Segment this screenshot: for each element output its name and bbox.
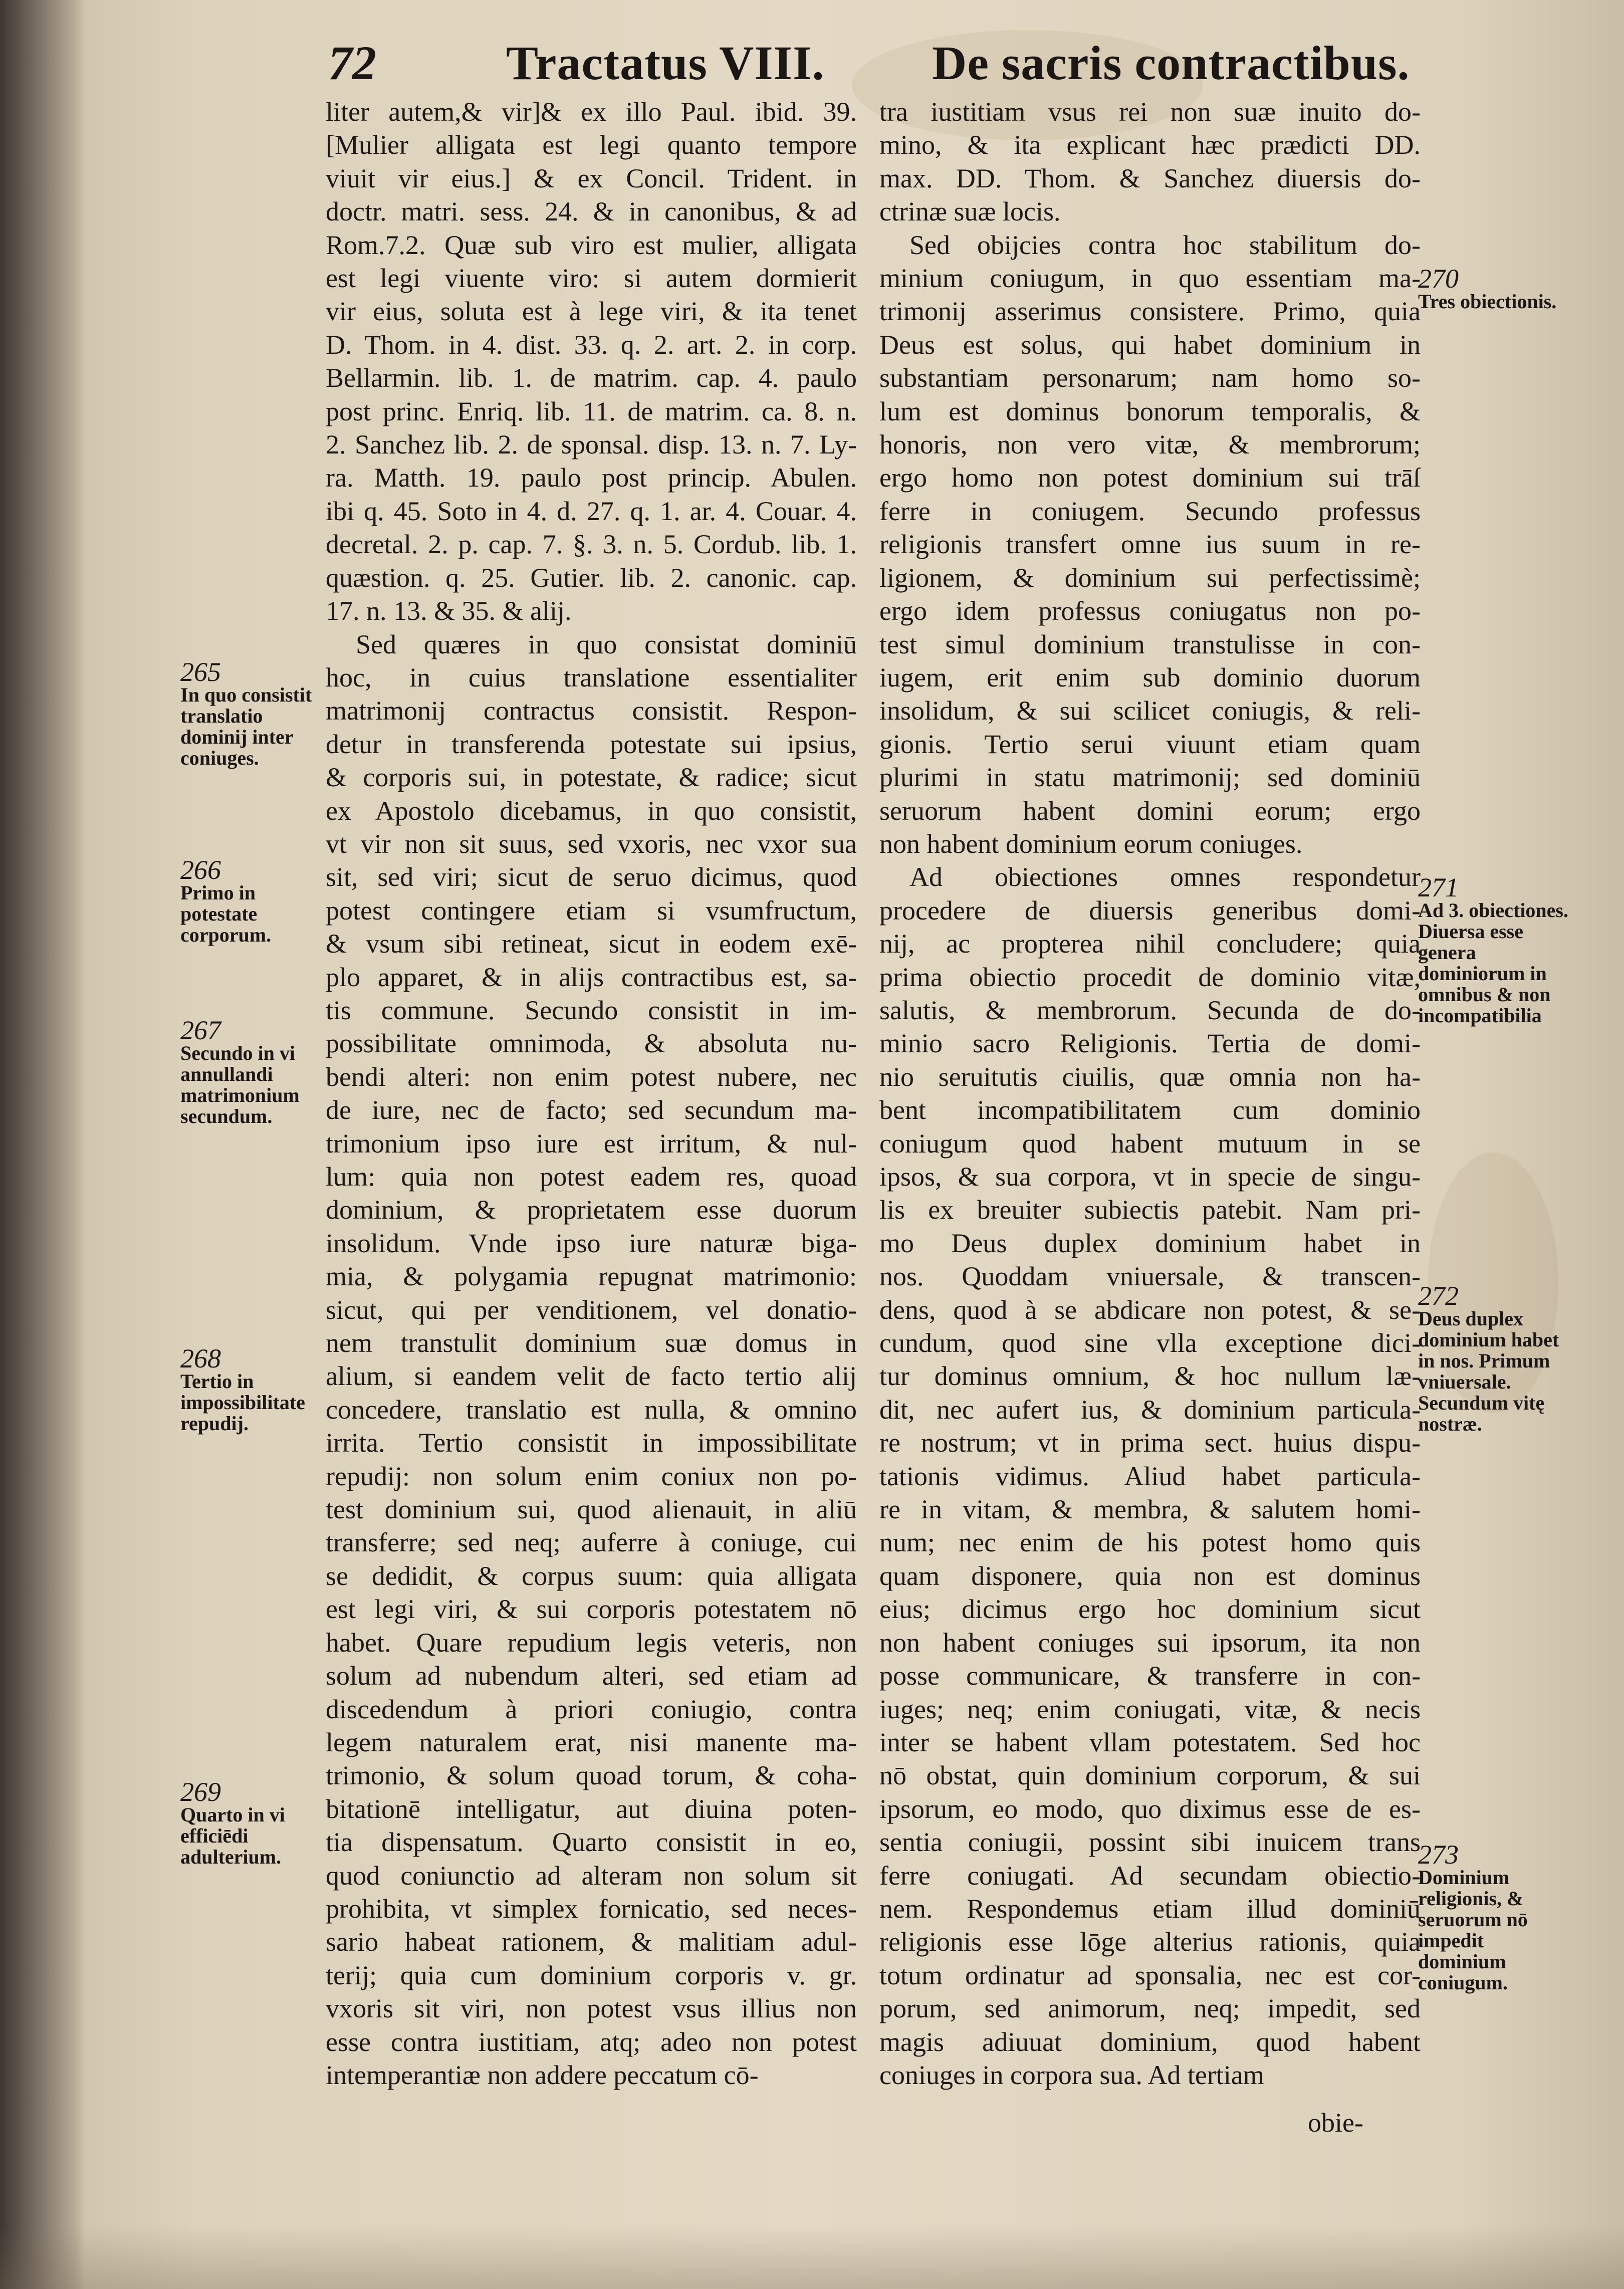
text-line: test dominium sui, quod alienauit, in aliū (326, 1494, 857, 1525)
text-line: ipsos, & sua corpora, vt in specie de singu- (879, 1162, 1421, 1192)
page-number: 72 (328, 36, 376, 90)
text-line: dens, quod à se abdicare non potest, & se- (879, 1294, 1421, 1325)
text-line: dominium, & proprietatem esse duorum (326, 1195, 857, 1225)
text-line: matrimonij contractus consistit. Respon- (326, 696, 857, 726)
text-line: ctrinæ suæ locis. (879, 196, 1061, 227)
margin-note-text: Quarto in vi efficiēdi adulterium. (180, 1803, 285, 1868)
margin-note-number: 268 (180, 1343, 221, 1374)
text-line: magis adiuuat dominium, quod habent (879, 2026, 1421, 2057)
text-line: trimonium ipso iure est irritum, & nul- (326, 1128, 857, 1159)
margin-note-text: Dominium religionis, & seruorum nō impedit dominium coniugum. (1418, 1866, 1528, 1994)
text-line: ipsorum, eo modo, quo diximus esse de es- (879, 1793, 1421, 1824)
text-line: seruorum habent domini eorum; ergo (879, 795, 1421, 826)
text-line: posse communicare, & transferre in con- (879, 1661, 1421, 1691)
text-line: salutis, & membrorum. Secunda de do- (879, 995, 1421, 1025)
margin-note-269 (180, 1777, 316, 1868)
text-line: Sed obijcies contra hoc stabilitum do- (909, 230, 1421, 260)
text-line: lum: quia non potest eadem res, quoad (326, 1162, 857, 1192)
text-line: vt vir non sit suus, sed vxoris, nec vxor sua (326, 828, 857, 859)
text-line: religionis esse lōge alterius rationis, quia (879, 1927, 1421, 1957)
text-line: nō obstat, quin dominium corporum, & sui (879, 1760, 1421, 1791)
margin-note-text: Primo in potestate corporum. (180, 881, 272, 946)
text-line: nos. Quoddam vniuersale, & transcen- (879, 1261, 1421, 1292)
margin-note-272 (1418, 1281, 1568, 1435)
text-line: quod coniunctio ad alteram non solum sit (326, 1860, 857, 1891)
text-line: ergo idem professus coniugatus non po- (879, 596, 1421, 626)
text-line: iugem, erit enim sub dominio duorum (879, 662, 1421, 693)
text-line: ra. Matth. 19. paulo post princip. Abulen. (326, 463, 857, 493)
margin-note-text: Secundo in vi annullandi matrimonium secundum. (180, 1042, 300, 1127)
margin-note-text: Tres obiectionis. (1418, 290, 1557, 313)
text-line: minium coniugum, in quo essentiam ma- (879, 263, 1421, 294)
margin-note-number: 267 (180, 1015, 221, 1045)
text-line: religionis transfert omne ius suum in re- (879, 529, 1421, 560)
margin-note-268 (180, 1343, 316, 1435)
text-line: test simul dominium transtulisse in con- (879, 629, 1421, 659)
margin-note-number: 269 (180, 1777, 221, 1807)
text-line: liter autem,& vir]& ex illo Paul. ibid. 39. (326, 97, 857, 127)
text-line: 2. Sanchez lib. 2. de sponsal. disp. 13. n. 7. Ly- (326, 429, 857, 460)
margin-note-267 (180, 1015, 316, 1127)
text-line: nem transtulit dominium suæ domus in (326, 1328, 857, 1358)
text-line: & vsum sibi retineat, sicut in eodem exē- (326, 929, 857, 959)
text-line: Sed quæres in quo consistat dominiū (356, 629, 857, 659)
text-line: num; nec enim de his potest homo quis (879, 1527, 1421, 1558)
text-line: potest contingere etiam si vsumfructum, (326, 895, 857, 926)
text-line: tur dominus omnium, & hoc nullum læ- (879, 1361, 1421, 1392)
text-line: porum, sed animorum, neq; impedit, sed (879, 1993, 1421, 2024)
text-line: habet. Quare repudium legis veteris, non (326, 1627, 857, 1658)
text-line: re nostrum; vt in prima sect. huius dispu- (879, 1428, 1421, 1458)
text-line: tis commune. Secundo consistit in im- (326, 995, 857, 1025)
margin-note-text: Deus duplex dominium habet in nos. Primum vniuersale. Secundum vitę nostræ. (1418, 1307, 1559, 1435)
text-line: non habent dominium eorum coniuges. (879, 828, 1303, 859)
text-line: minio sacro Religionis. Tertia de domi- (879, 1028, 1421, 1059)
right-text-column (879, 95, 1421, 2092)
text-line: tia dispensatum. Quarto consistit in eo, (326, 1827, 857, 1858)
text-line: transferre; sed neq; auferre à coniuge, cui (326, 1527, 857, 1558)
text-line: prima obiectio procedit de dominio vitæ, (879, 962, 1421, 992)
text-line: plurimi in statu matrimonij; sed dominiū (879, 762, 1421, 793)
text-line: nio seruitutis ciuilis, quæ omnia non ha- (879, 1061, 1421, 1092)
text-line: procedere de diuersis generibus domi- (879, 895, 1421, 926)
text-line: vir eius, soluta est à lege viri, & ita tenet (326, 296, 857, 327)
text-line: mo Deus duplex dominium habet in (879, 1228, 1421, 1258)
margin-note-number: 270 (1418, 264, 1459, 294)
text-line: de iure, nec de facto; sed secundum ma- (326, 1095, 857, 1125)
text-line: bent incompatibilitatem cum dominio (879, 1095, 1421, 1125)
text-line: tationis vidimus. Aliud habet particula- (879, 1461, 1421, 1491)
text-line: repudij: non solum enim coniux non po- (326, 1461, 857, 1491)
book-gutter (0, 0, 85, 2289)
text-line: vxoris sit viri, non potest vsus illius non (326, 1993, 857, 2024)
text-line: hoc, in cuius translatione essentialiter (326, 662, 857, 693)
text-line: substantiam personarum; nam homo so- (879, 363, 1421, 393)
text-line: Ad obiectiones omnes respondetur (909, 862, 1421, 892)
text-line: Deus est solus, qui habet dominium in (879, 329, 1421, 360)
text-line: viuit vir eius.] & ex Concil. Trident. in (326, 163, 857, 193)
margin-note-text: Ad 3. obiectiones. Diuersa esse genera dominiorum in omnibus & non incompatibilia (1418, 899, 1568, 1027)
margin-note-number: 272 (1418, 1281, 1459, 1311)
text-line: ferre coniugati. Ad secundam obiectio- (879, 1860, 1421, 1891)
text-line: dit, nec aufert ius, & dominium particula- (879, 1394, 1421, 1425)
text-line: D. Thom. in 4. dist. 33. q. 2. art. 2. in corp. (326, 329, 857, 360)
running-head-right: De sacris contractibus. (932, 36, 1410, 90)
text-line: eius; dicimus ergo hoc dominium sicut (879, 1594, 1421, 1625)
text-line: est legi viuente viro: si autem dormierit (326, 263, 857, 294)
text-line: concedere, translatio est nulla, & omnino (326, 1394, 857, 1425)
text-line: sit, sed viri; sicut de seruo dicimus, quod (326, 862, 857, 892)
text-line: ferre in coniugem. Secundo professus (879, 496, 1421, 526)
text-line: bendi alteri: non enim potest nubere, nec (326, 1061, 857, 1092)
running-head-left: Tractatus VIII. (506, 36, 825, 90)
text-line: plo apparet, & in alijs contractibus est, sa- (326, 962, 857, 992)
margin-note-text: In quo consistit translatio dominij inter coniuges. (180, 683, 312, 769)
text-line: coniuges in corpora sua. Ad tertiam (879, 2059, 1264, 2090)
text-line: lum est dominus bonorum temporalis, & (879, 396, 1421, 426)
text-line: gionis. Tertio serui viuunt etiam quam (879, 729, 1421, 759)
text-line: prohibita, vt simplex fornicatio, sed neces- (326, 1893, 857, 1924)
margin-note-266 (180, 855, 316, 946)
text-line: iuges; neq; enim coniugati, vitæ, & necis (879, 1694, 1421, 1724)
text-line: totum ordinatur ad sponsalia, nec est cor- (879, 1960, 1421, 1990)
text-line: legem naturalem erat, nisi manente ma- (326, 1727, 857, 1757)
text-line: trimonio, & solum quoad torum, & coha- (326, 1760, 857, 1791)
text-line: insolidum, & sui scilicet coniugis, & reli- (879, 696, 1421, 726)
text-line: detur in transferenda potestate sui ipsius, (326, 729, 857, 759)
text-line: trimonij asserimus consistere. Primo, quia (879, 296, 1421, 327)
text-line: quæstion. q. 25. Gutier. lib. 2. canonic. cap. (326, 562, 857, 593)
margin-note-number: 266 (180, 855, 221, 885)
text-line: irrita. Tertio consistit in impossibilitate (326, 1428, 857, 1458)
text-line: solum ad nubendum alteri, sed etiam ad (326, 1661, 857, 1691)
text-line: sentia coniugii, possint sibi inuicem trans (879, 1827, 1421, 1858)
text-line: nem. Respondemus etiam illud dominiū (879, 1893, 1421, 1924)
text-line: ligionem, & dominium sui perfectissimè; (879, 562, 1421, 593)
text-line: 17. n. 13. & 35. & alij. (326, 596, 572, 626)
margin-note-number: 265 (180, 657, 221, 687)
text-line: re in vitam, & membra, & salutem homi- (879, 1494, 1421, 1525)
text-line: honoris, non vero vitæ, & membrorum; (879, 429, 1421, 460)
text-line: intemperantiæ non addere peccatum cō- (326, 2059, 759, 2090)
text-line: [Mulier alligata est legi quanto tempore (326, 130, 857, 160)
margin-note-271 (1418, 872, 1568, 1027)
text-line: Rom.7.2. Quæ sub viro est mulier, alligata (326, 230, 857, 260)
text-line: ibi q. 45. Soto in 4. d. 27. q. 1. ar. 4. Couar. 4. (326, 496, 857, 526)
margin-note-265 (180, 657, 316, 769)
text-line: sicut, qui per venditionem, vel donatio- (326, 1294, 857, 1325)
text-line: discedendum à priori coniugio, contra (326, 1694, 857, 1724)
text-line: alium, si eandem velit de facto tertio alij (326, 1361, 857, 1392)
margin-note-273 (1418, 1840, 1568, 1994)
text-line: mino, & ita explicant hæc prædicti DD. (879, 130, 1421, 160)
text-line: quam disponere, quia non est dominus (879, 1560, 1421, 1591)
text-line: coniugum quod habent mutuum in se (879, 1128, 1421, 1159)
text-line: inter se habent vllam potestatem. Sed hoc (879, 1727, 1421, 1757)
text-line: se dedidit, & corpus suum: quia alligata (326, 1560, 857, 1591)
text-line: cundum, quod sine vlla exceptione dici- (879, 1328, 1421, 1358)
text-line: bitationē intelligatur, aut diuina poten- (326, 1793, 857, 1824)
text-line: sario habeat rationem, & malitiam adul- (326, 1927, 857, 1957)
text-line: doctr. matri. sess. 24. & in canonibus, & ad (326, 196, 857, 227)
left-text-column (326, 95, 857, 2092)
text-line: ex Apostolo dicebamus, in quo consistit, (326, 795, 857, 826)
text-line: mia, & polygamia repugnat matrimonio: (326, 1261, 857, 1292)
text-line: insolidum. Vnde ipso iure naturæ biga- (326, 1228, 857, 1258)
margin-note-number: 273 (1418, 1840, 1459, 1870)
text-line: max. DD. Thom. & Sanchez diuersis do- (879, 163, 1421, 193)
text-line: lis ex breuiter subiectis patebit. Nam pri- (879, 1195, 1421, 1225)
page-bottom-edge (0, 2225, 1624, 2289)
margin-note-270 (1418, 264, 1568, 313)
text-line: post princ. Enriq. lib. 11. de matrim. ca. 8. n. (326, 396, 857, 426)
margin-note-text: Tertio in impossibilitate repudij. (180, 1370, 305, 1435)
catchword: obie- (1308, 2108, 1363, 2138)
text-line: possibilitate omnimoda, & absoluta nu- (326, 1028, 857, 1059)
text-line: decretal. 2. p. cap. 7. §. 3. n. 5. Cordub. lib. 1. (326, 529, 857, 560)
margin-note-number: 271 (1418, 872, 1459, 902)
text-line: terij; quia cum dominium corporis v. gr. (326, 1960, 857, 1990)
text-line: ergo homo non potest dominium sui trāſ (879, 463, 1421, 493)
text-line: nij, ac propterea nihil concludere; quia (879, 929, 1421, 959)
text-line: est legi viri, & sui corporis potestatem nō (326, 1594, 857, 1625)
text-line: non habent coniuges sui ipsorum, ita non (879, 1627, 1421, 1658)
text-line: tra iustitiam vsus rei non suæ inuito do- (879, 97, 1421, 127)
text-line: & corporis sui, in potestate, & radice; sicut (326, 762, 857, 793)
text-line: Bellarmin. lib. 1. de matrim. cap. 4. paulo (326, 363, 857, 393)
text-line: esse contra iustitiam, atq; adeo non potest (326, 2026, 857, 2057)
